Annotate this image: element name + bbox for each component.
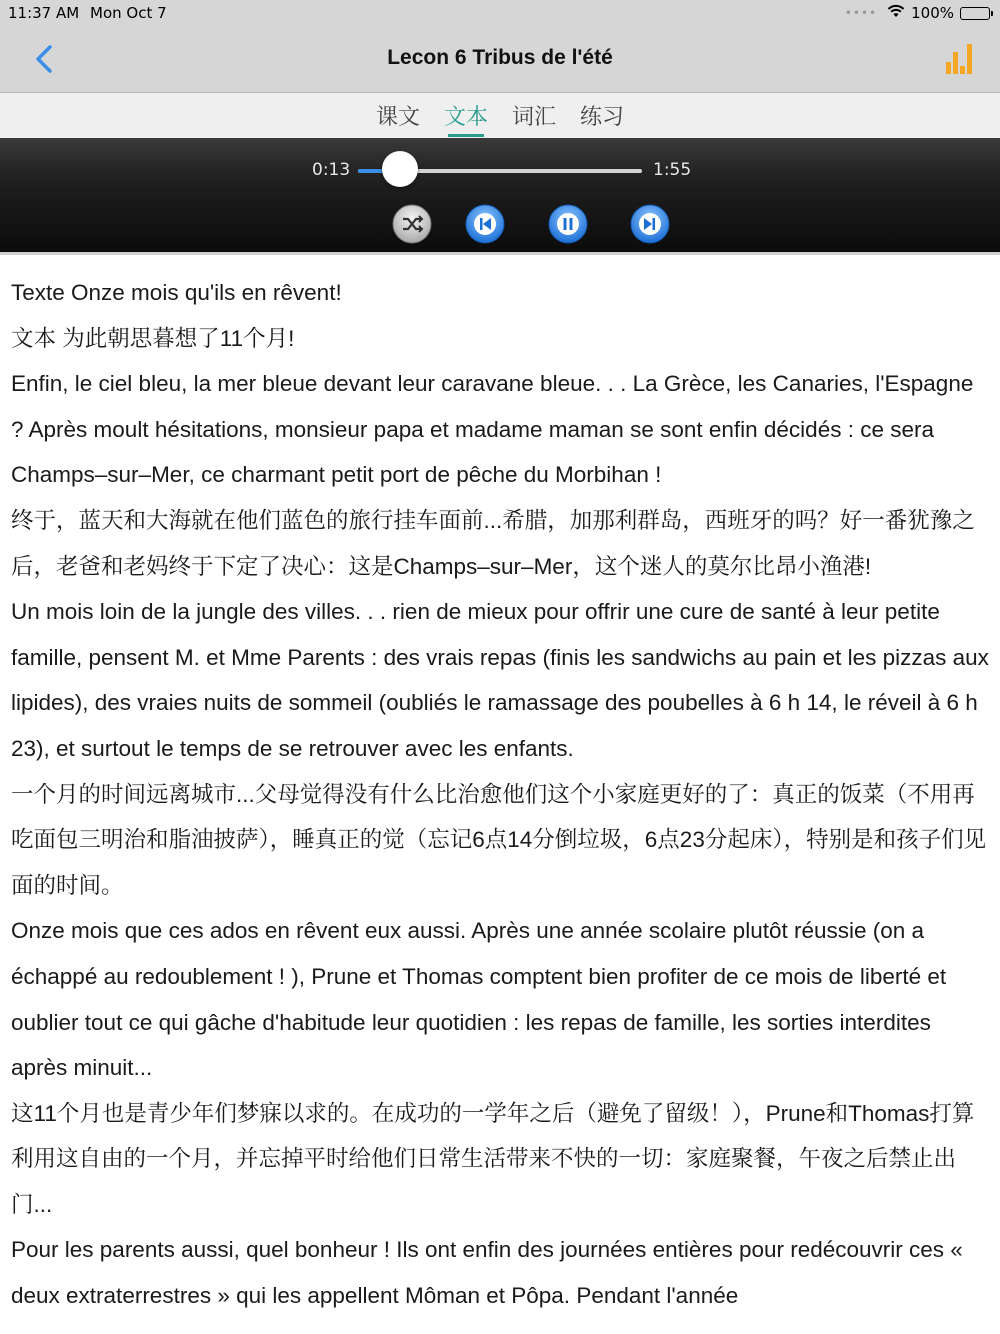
wifi-icon (887, 4, 905, 22)
status-right (845, 4, 990, 22)
status-time: 11:37 AM (8, 4, 80, 22)
shuffle-button[interactable] (392, 204, 432, 244)
nav-bar (0, 28, 1000, 93)
next-button[interactable] (630, 204, 670, 244)
bar-chart-icon (944, 42, 974, 76)
battery-percent: 100% (911, 4, 954, 22)
previous-icon (465, 204, 505, 244)
total-time: 1:55 (653, 160, 692, 180)
tab-text[interactable]: 文本 (442, 100, 490, 131)
tab-bar (0, 93, 1000, 138)
paragraph-zh: 这11个月也是青少年们梦寐以求的。在成功的一学年之后（避免了留级！），Prune和Thomas打算利用这自由的一个月，并忘掉平时给他们日常生活带来不快的一切：家庭聚餐，午夜之后禁止出门... (11, 1100, 975, 1217)
status-date: Mon Oct 7 (90, 4, 167, 22)
title-zh: 文本 为此朝思暮想了11个月! (11, 325, 295, 351)
battery-icon (960, 7, 990, 20)
paragraph-zh: 终于，蓝天和大海就在他们蓝色的旅行挂车面前...希腊，加那利群岛，西班牙的吗？好一番犹豫之后，老爸和老妈终于下定了决心：这是Champs–sur–Mer，这个迷人的莫尔比昂小渔港! (11, 507, 975, 579)
paragraph-fr: Enfin, le ciel bleu, la mer bleue devant leur caravane bleue. . . La Grèce, les Canaries, l'Espagne ? Après moult hésitations, monsieur papa et madame maman se sont enfin décidés : ce sera Champs–sur–Mer, ce charmant petit port de pêche du Morbihan ! (11, 371, 974, 488)
shuffle-icon (392, 204, 432, 244)
pause-button[interactable] (548, 204, 588, 244)
current-time: 0:13 (312, 160, 351, 180)
stats-button[interactable] (944, 42, 974, 76)
signal-dots-icon: •••• (844, 6, 878, 20)
title-fr: Texte Onze mois qu'ils en rêvent! (11, 280, 342, 305)
tab-lesson[interactable]: 课文 (375, 105, 420, 130)
previous-button[interactable] (465, 204, 505, 244)
audio-player (0, 138, 1000, 252)
status-bar (0, 0, 1000, 28)
tab-exercises[interactable]: 练习 (580, 105, 625, 130)
next-icon (630, 204, 670, 244)
progress-thumb[interactable] (382, 151, 418, 187)
paragraph-zh: 一个月的时间远离城市...父母觉得没有什么比治愈他们这个小家庭更好的了：真正的饭菜（不用再吃面包三明治和脂油披萨），睡真正的觉（忘记6点14分倒垃圾，6点23分起床），特别是和孩子们见面的时间。 (11, 781, 987, 898)
page-title: Lecon 6 Tribus de l'été (387, 46, 613, 69)
paragraph-fr: Un mois loin de la jungle des villes. . . rien de mieux pour offrir une cure de santé à leur petite famille, pensent M. et Mme Parents : des vrais repas (finis les sandwichs au pain et les pizzas aux lipides), des vraies nuits de sommeil (oubliés le ramassage des poubelles à 6 h 14, le réveil à 6 h 23), et surtout le temps de se retrouver avec les enfants. (11, 599, 989, 761)
paragraph-fr: Pour les parents aussi, quel bonheur ! Ils ont enfin des journées entières pour redécouvrir ces « deux extraterrestres » qui les appellent Môman et Pôpa. Pendant l'année (11, 1237, 963, 1309)
pause-icon (548, 204, 588, 244)
paragraph-fr: Onze mois que ces ados en rêvent eux aussi. Après une année scolaire plutôt réussie (on a échappé au redoublement ! ), Prune et Thomas comptent bien profiter de ce mois de liberté et oublier tout ce qui gâche d'habitude leur quotidien : les repas de famille, les sorties interdites après minuit... (11, 918, 947, 1081)
lesson-text (0, 252, 1000, 1334)
tab-vocabulary[interactable]: 词汇 (512, 105, 557, 130)
